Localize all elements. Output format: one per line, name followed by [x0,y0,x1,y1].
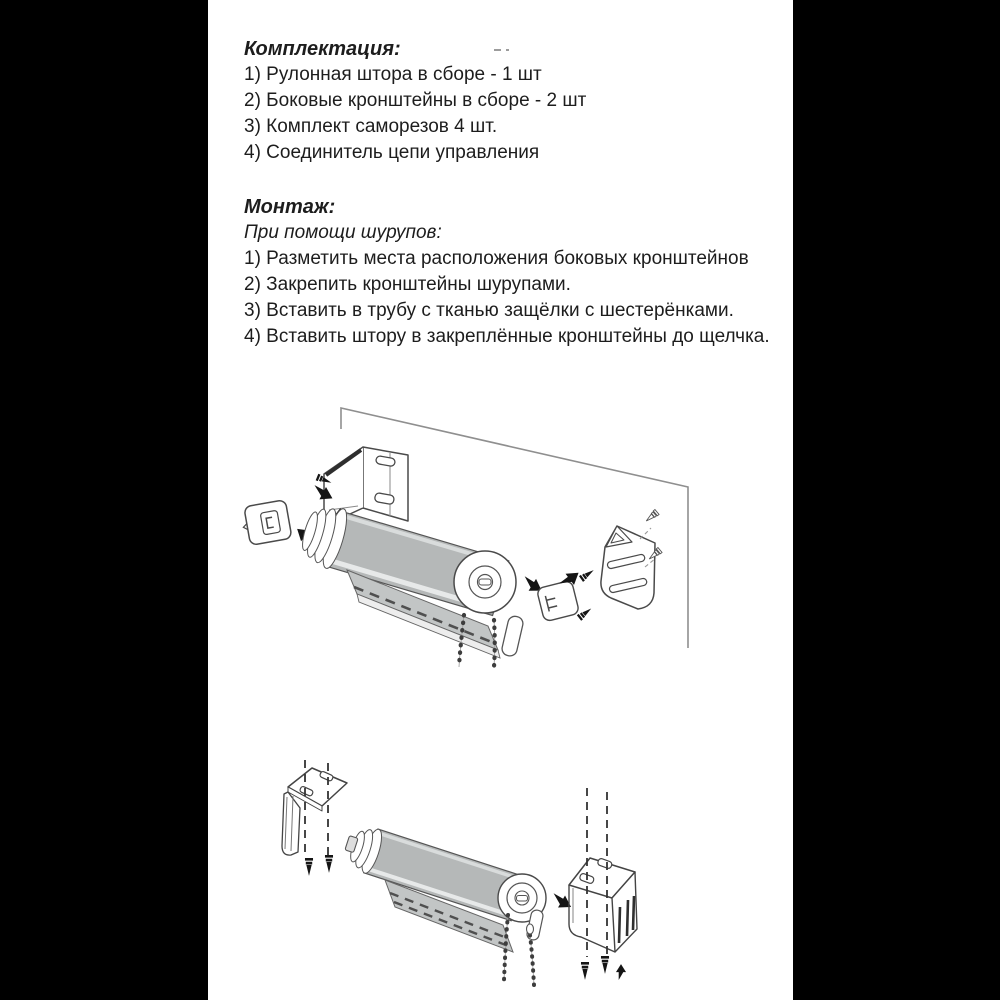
left-wall-bracket [324,447,408,521]
list-item: 2) Закрепить кронштейны шурупами. [244,274,571,295]
ceiling-mount-figure [208,730,793,1000]
ceiling-bracket-left [282,768,347,855]
package-contents-section [244,36,586,166]
installation-title: Монтаж: [244,196,336,218]
installation-subtitle: При помощи шурупов: [244,222,442,243]
list-item: 1) Разметить места расположения боковых кронштейнов [244,248,749,269]
screw-icon [577,606,594,621]
installation-section [244,194,770,350]
list-item: 4) Вставить штору в закреплённые кронштейны до щелчка. [244,326,770,347]
list-item: 3) Вставить в трубу с тканью защёлки с шестерёнками. [244,300,734,321]
ceiling-bracket-right [569,858,637,952]
screw-icon [581,962,589,980]
list-item: 3) Комплект саморезов 4 шт. [244,116,498,137]
list-item: 1) Рулонная штора в сборе - 1 шт [244,64,542,85]
arrow-up-icon [616,964,626,980]
clutch-cover [536,580,579,622]
package-contents-title: Комплектация: [244,38,401,60]
list-item: 2) Боковые кронштейны в сборе - 2 шт [244,90,587,111]
chain-wheel [454,551,516,613]
chain-guide [501,615,525,657]
screw-icon [579,567,596,582]
instruction-sheet [208,0,793,1000]
screw-outline-icon [644,510,659,524]
screw-icon [601,956,609,974]
end-cap [240,500,292,546]
list-item: 4) Соединитель цепи управления [244,142,540,163]
screw-icon [325,855,333,873]
right-wall-bracket [601,526,655,609]
screw-icon [305,858,313,876]
wall-mount-figure [208,395,793,680]
arrow-icon [549,890,575,913]
